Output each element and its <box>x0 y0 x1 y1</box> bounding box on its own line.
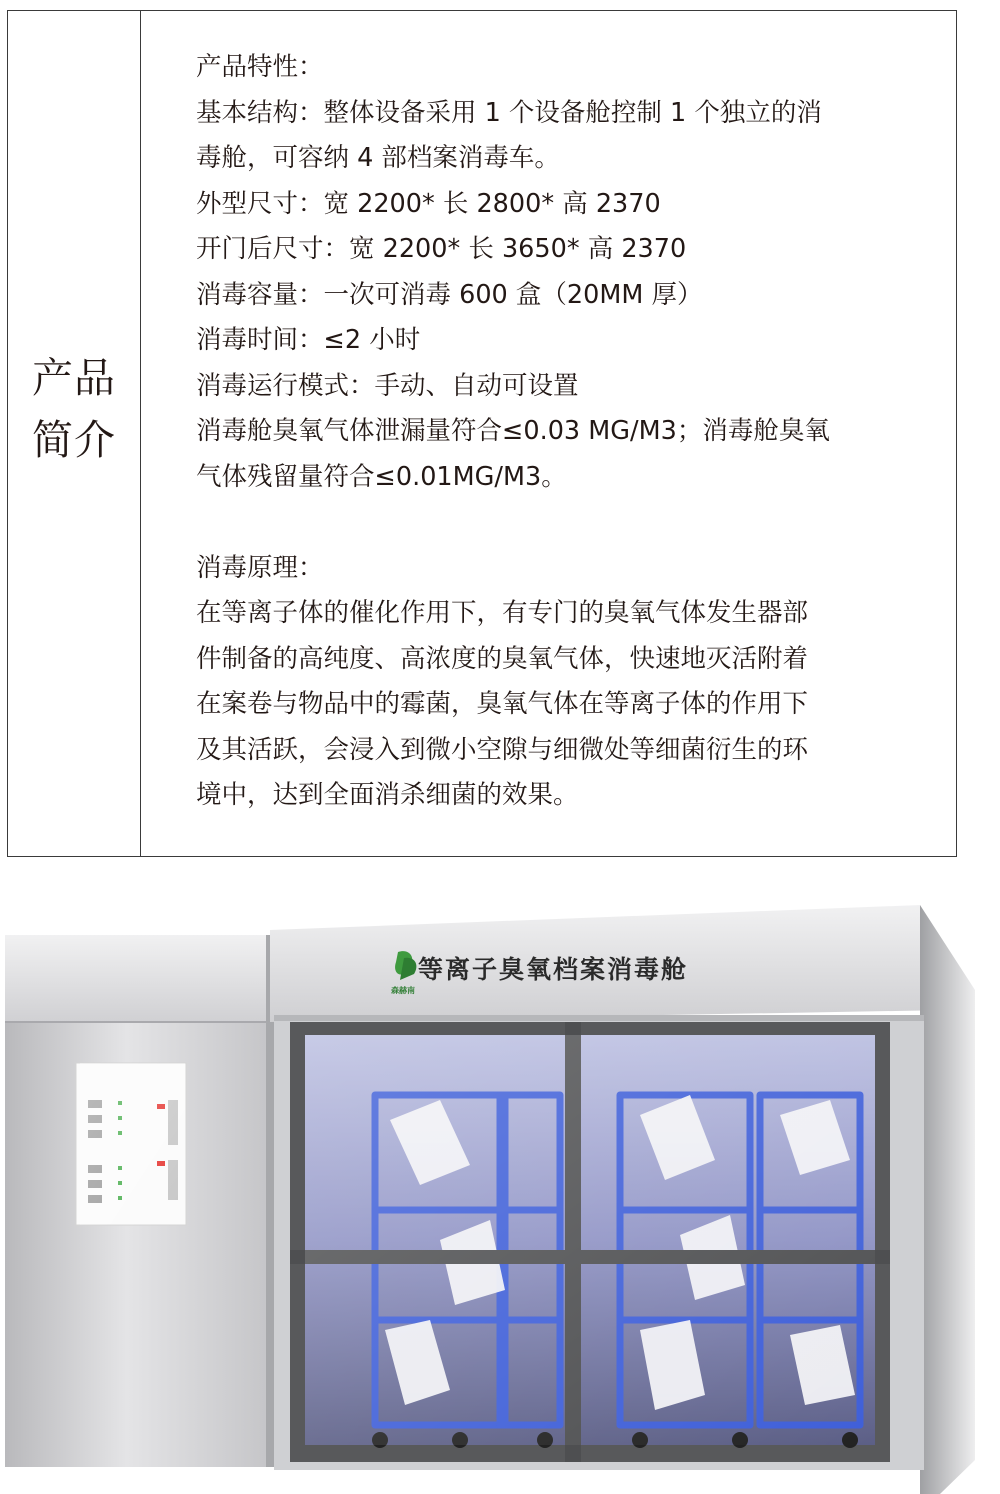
principle-line: 在案卷与物品中的霉菌，臭氧气体在等离子体的作用下 <box>196 689 809 719</box>
side-label-line-2: 简介 <box>32 416 116 464</box>
side-label <box>8 347 140 471</box>
principle-line: 件制备的高纯度、高浓度的臭氧气体，快速地灭活附着 <box>196 643 809 674</box>
principle-line: 境中，达到全面消杀细菌的效果。 <box>196 780 579 810</box>
principle-heading: 消毒原理： <box>196 552 324 583</box>
brand-text: 森赫南 <box>391 986 415 995</box>
side-label-line-1: 产品 <box>32 354 116 402</box>
features-heading: 产品特性： <box>196 52 324 82</box>
feature-line: 外型尺寸：宽 2200* 长 2800* 高 2370 <box>196 188 661 219</box>
feature-line: 基本结构：整体设备采用 1 个设备舱控制 1 个独立的消 <box>196 97 822 128</box>
paragraph-gap <box>196 500 936 546</box>
feature-line: 消毒容量：一次可消毒 600 盒（20MM 厚） <box>196 279 703 310</box>
principle-line: 在等离子体的催化作用下，有专门的臭氧气体发生器部 <box>196 598 809 628</box>
principle-line: 及其活跃，会浸入到微小空隙与细微处等细菌衍生的环 <box>196 734 809 765</box>
feature-line: 消毒舱臭氧气体泄漏量符合≤0.03 MG/M3；消毒舱臭氧 <box>196 416 830 446</box>
feature-line: 消毒时间：≤2 小时 <box>196 325 421 355</box>
feature-line: 消毒运行模式：手动、自动可设置 <box>196 370 579 401</box>
feature-line: 开门后尺寸：宽 2200* 长 3650* 高 2370 <box>196 234 687 264</box>
cabin-title: 等离子臭氧档案消毒舱 <box>418 955 689 984</box>
column-divider <box>140 11 141 856</box>
feature-line: 毒舱，可容纳 4 部档案消毒车。 <box>196 143 560 173</box>
feature-line: 气体残留量符合≤0.01MG/M3。 <box>196 461 567 492</box>
intro-content <box>196 45 936 819</box>
equipment-cabin-top <box>5 935 275 1025</box>
disinfection-cabin-side <box>920 905 975 1494</box>
